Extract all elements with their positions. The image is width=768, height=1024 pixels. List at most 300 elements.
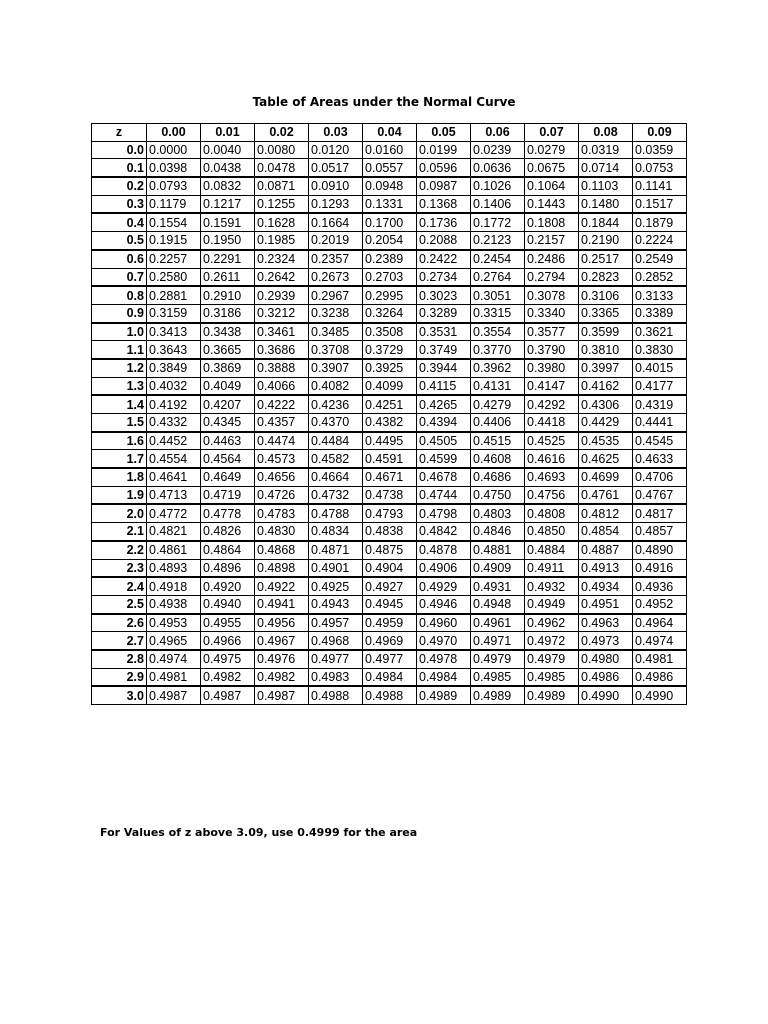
area-value-cell: 0.3238	[309, 304, 363, 322]
area-value-cell: 0.3186	[201, 304, 255, 322]
area-value-cell: 0.3643	[147, 341, 201, 359]
table-row	[92, 359, 687, 377]
area-value-cell: 0.4875	[363, 541, 417, 559]
area-value-cell: 0.4970	[417, 632, 471, 650]
area-value-cell: 0.1700	[363, 213, 417, 231]
area-value-cell: 0.4772	[147, 504, 201, 522]
z-value-cell: 2.3	[92, 559, 147, 577]
area-value-cell: 0.4925	[309, 577, 363, 595]
area-value-cell: 0.4693	[525, 468, 579, 486]
area-value-cell: 0.4162	[579, 377, 633, 395]
z-value-cell: 0.7	[92, 268, 147, 286]
document-title: Table of Areas under the Normal Curve	[252, 95, 516, 109]
area-value-cell: 0.3577	[525, 323, 579, 341]
area-value-cell: 0.4099	[363, 377, 417, 395]
area-value-cell: 0.0517	[309, 159, 363, 177]
header-cell: 0.05	[417, 124, 471, 142]
area-value-cell: 0.4940	[201, 595, 255, 613]
area-value-cell: 0.4319	[633, 395, 687, 413]
table-row	[92, 668, 687, 686]
area-value-cell: 0.4656	[255, 468, 309, 486]
area-value-cell: 0.4893	[147, 559, 201, 577]
area-value-cell: 0.4641	[147, 468, 201, 486]
area-value-cell: 0.4978	[417, 650, 471, 668]
area-value-cell: 0.2549	[633, 250, 687, 268]
area-value-cell: 0.2486	[525, 250, 579, 268]
area-value-cell: 0.4980	[579, 650, 633, 668]
area-value-cell: 0.4115	[417, 377, 471, 395]
area-value-cell: 0.1141	[633, 177, 687, 195]
table-row	[92, 450, 687, 468]
z-value-cell: 0.0	[92, 141, 147, 159]
header-cell: 0.08	[579, 124, 633, 142]
table-row	[92, 414, 687, 432]
area-value-cell: 0.4545	[633, 432, 687, 450]
header-cell: 0.07	[525, 124, 579, 142]
area-value-cell: 0.4990	[579, 686, 633, 704]
area-value-cell: 0.2019	[309, 232, 363, 250]
area-value-cell: 0.0040	[201, 141, 255, 159]
area-value-cell: 0.4931	[471, 577, 525, 595]
area-value-cell: 0.3790	[525, 341, 579, 359]
z-value-cell: 2.5	[92, 595, 147, 613]
area-value-cell: 0.4706	[633, 468, 687, 486]
area-value-cell: 0.4719	[201, 486, 255, 504]
area-value-cell: 0.4783	[255, 504, 309, 522]
area-value-cell: 0.4049	[201, 377, 255, 395]
area-value-cell: 0.3051	[471, 286, 525, 304]
area-value-cell: 0.2910	[201, 286, 255, 304]
area-value-cell: 0.0636	[471, 159, 525, 177]
area-value-cell: 0.4972	[525, 632, 579, 650]
area-value-cell: 0.4946	[417, 595, 471, 613]
area-value-cell: 0.4987	[255, 686, 309, 704]
area-value-cell: 0.3830	[633, 341, 687, 359]
area-value-cell: 0.2357	[309, 250, 363, 268]
area-value-cell: 0.4981	[633, 650, 687, 668]
area-value-cell: 0.2939	[255, 286, 309, 304]
area-value-cell: 0.2642	[255, 268, 309, 286]
area-value-cell: 0.1591	[201, 213, 255, 231]
area-value-cell: 0.1808	[525, 213, 579, 231]
area-value-cell: 0.4793	[363, 504, 417, 522]
table-row	[92, 141, 687, 159]
area-value-cell: 0.4582	[309, 450, 363, 468]
area-value-cell: 0.4798	[417, 504, 471, 522]
area-value-cell: 0.4985	[525, 668, 579, 686]
area-value-cell: 0.4429	[579, 414, 633, 432]
area-value-cell: 0.4979	[471, 650, 525, 668]
area-value-cell: 0.4846	[471, 523, 525, 541]
area-value-cell: 0.4951	[579, 595, 633, 613]
area-value-cell: 0.4382	[363, 414, 417, 432]
area-value-cell: 0.4713	[147, 486, 201, 504]
z-value-cell: 0.8	[92, 286, 147, 304]
area-value-cell: 0.4962	[525, 614, 579, 632]
z-value-cell: 2.1	[92, 523, 147, 541]
area-value-cell: 0.2389	[363, 250, 417, 268]
area-value-cell: 0.4943	[309, 595, 363, 613]
area-value-cell: 0.3264	[363, 304, 417, 322]
area-value-cell: 0.3944	[417, 359, 471, 377]
area-value-cell: 0.4842	[417, 523, 471, 541]
area-value-cell: 0.3997	[579, 359, 633, 377]
area-value-cell: 0.4973	[579, 632, 633, 650]
area-value-cell: 0.4808	[525, 504, 579, 522]
area-value-cell: 0.3078	[525, 286, 579, 304]
z-value-cell: 0.5	[92, 232, 147, 250]
area-value-cell: 0.0160	[363, 141, 417, 159]
area-value-cell: 0.2088	[417, 232, 471, 250]
area-value-cell: 0.4357	[255, 414, 309, 432]
area-value-cell: 0.1331	[363, 195, 417, 213]
z-value-cell: 1.8	[92, 468, 147, 486]
area-value-cell: 0.4850	[525, 523, 579, 541]
area-value-cell: 0.2764	[471, 268, 525, 286]
area-value-cell: 0.4474	[255, 432, 309, 450]
area-value-cell: 0.3849	[147, 359, 201, 377]
area-value-cell: 0.1443	[525, 195, 579, 213]
area-value-cell: 0.4394	[417, 414, 471, 432]
area-value-cell: 0.4871	[309, 541, 363, 559]
area-value-cell: 0.2054	[363, 232, 417, 250]
area-value-cell: 0.1480	[579, 195, 633, 213]
area-value-cell: 0.4974	[147, 650, 201, 668]
area-value-cell: 0.2967	[309, 286, 363, 304]
area-value-cell: 0.4953	[147, 614, 201, 632]
area-value-cell: 0.4554	[147, 450, 201, 468]
area-value-cell: 0.4936	[633, 577, 687, 595]
area-value-cell: 0.4207	[201, 395, 255, 413]
area-value-cell: 0.4916	[633, 559, 687, 577]
area-value-cell: 0.4975	[201, 650, 255, 668]
area-value-cell: 0.2673	[309, 268, 363, 286]
area-value-cell: 0.3962	[471, 359, 525, 377]
area-value-cell: 0.4868	[255, 541, 309, 559]
area-value-cell: 0.4948	[471, 595, 525, 613]
area-value-cell: 0.0557	[363, 159, 417, 177]
table-row	[92, 341, 687, 359]
area-value-cell: 0.4573	[255, 450, 309, 468]
area-value-cell: 0.0753	[633, 159, 687, 177]
area-value-cell: 0.4952	[633, 595, 687, 613]
area-value-cell: 0.1179	[147, 195, 201, 213]
area-value-cell: 0.4878	[417, 541, 471, 559]
area-value-cell: 0.4441	[633, 414, 687, 432]
area-value-cell: 0.4887	[579, 541, 633, 559]
area-value-cell: 0.4890	[633, 541, 687, 559]
header-cell: 0.02	[255, 124, 309, 142]
area-value-cell: 0.4761	[579, 486, 633, 504]
table-row	[92, 250, 687, 268]
area-value-cell: 0.4744	[417, 486, 471, 504]
area-value-cell: 0.4032	[147, 377, 201, 395]
area-value-cell: 0.4884	[525, 541, 579, 559]
area-value-cell: 0.4767	[633, 486, 687, 504]
area-value-cell: 0.4929	[417, 577, 471, 595]
area-value-cell: 0.4484	[309, 432, 363, 450]
area-value-cell: 0.4861	[147, 541, 201, 559]
area-value-cell: 0.1950	[201, 232, 255, 250]
area-value-cell: 0.4406	[471, 414, 525, 432]
area-value-cell: 0.4608	[471, 450, 525, 468]
z-value-cell: 0.2	[92, 177, 147, 195]
area-value-cell: 0.2291	[201, 250, 255, 268]
area-value-cell: 0.4370	[309, 414, 363, 432]
area-value-cell: 0.4945	[363, 595, 417, 613]
z-value-cell: 1.5	[92, 414, 147, 432]
area-value-cell: 0.3159	[147, 304, 201, 322]
area-value-cell: 0.4649	[201, 468, 255, 486]
area-value-cell: 0.2703	[363, 268, 417, 286]
area-value-cell: 0.0199	[417, 141, 471, 159]
area-value-cell: 0.0596	[417, 159, 471, 177]
area-value-cell: 0.4251	[363, 395, 417, 413]
area-value-cell: 0.4918	[147, 577, 201, 595]
area-value-cell: 0.3106	[579, 286, 633, 304]
footnote: For Values of z above 3.09, use 0.4999 for the area	[100, 826, 418, 839]
area-value-cell: 0.0319	[579, 141, 633, 159]
area-value-cell: 0.4854	[579, 523, 633, 541]
area-value-cell: 0.4982	[255, 668, 309, 686]
area-value-cell: 0.4015	[633, 359, 687, 377]
area-value-cell: 0.4976	[255, 650, 309, 668]
area-value-cell: 0.1064	[525, 177, 579, 195]
area-value-cell: 0.4452	[147, 432, 201, 450]
area-value-cell: 0.4664	[309, 468, 363, 486]
area-value-cell: 0.4332	[147, 414, 201, 432]
table-row	[92, 559, 687, 577]
area-value-cell: 0.4969	[363, 632, 417, 650]
header-cell: 0.09	[633, 124, 687, 142]
area-value-cell: 0.3621	[633, 323, 687, 341]
area-value-cell: 0.3729	[363, 341, 417, 359]
area-value-cell: 0.4838	[363, 523, 417, 541]
area-value-cell: 0.4830	[255, 523, 309, 541]
area-value-cell: 0.2224	[633, 232, 687, 250]
area-value-cell: 0.1406	[471, 195, 525, 213]
area-value-cell: 0.4984	[417, 668, 471, 686]
table-row	[92, 232, 687, 250]
area-value-cell: 0.4955	[201, 614, 255, 632]
area-value-cell: 0.4920	[201, 577, 255, 595]
area-value-cell: 0.4699	[579, 468, 633, 486]
area-value-cell: 0.3907	[309, 359, 363, 377]
area-value-cell: 0.4896	[201, 559, 255, 577]
area-value-cell: 0.4732	[309, 486, 363, 504]
area-value-cell: 0.4988	[309, 686, 363, 704]
z-value-cell: 2.4	[92, 577, 147, 595]
area-value-cell: 0.2881	[147, 286, 201, 304]
area-value-cell: 0.4345	[201, 414, 255, 432]
header-cell: 0.04	[363, 124, 417, 142]
area-value-cell: 0.3389	[633, 304, 687, 322]
area-value-cell: 0.4678	[417, 468, 471, 486]
area-value-cell: 0.4974	[633, 632, 687, 650]
area-value-cell: 0.1103	[579, 177, 633, 195]
area-value-cell: 0.1368	[417, 195, 471, 213]
area-value-cell: 0.3980	[525, 359, 579, 377]
area-value-cell: 0.0279	[525, 141, 579, 159]
area-value-cell: 0.4990	[633, 686, 687, 704]
table-row	[92, 195, 687, 213]
area-value-cell: 0.4265	[417, 395, 471, 413]
table-row	[92, 614, 687, 632]
area-value-cell: 0.4941	[255, 595, 309, 613]
table-row	[92, 323, 687, 341]
z-value-cell: 0.9	[92, 304, 147, 322]
area-value-cell: 0.4968	[309, 632, 363, 650]
area-value-cell: 0.4949	[525, 595, 579, 613]
area-value-cell: 0.4965	[147, 632, 201, 650]
area-value-cell: 0.3770	[471, 341, 525, 359]
area-value-cell: 0.3413	[147, 323, 201, 341]
area-value-cell: 0.4564	[201, 450, 255, 468]
area-value-cell: 0.4616	[525, 450, 579, 468]
area-value-cell: 0.2190	[579, 232, 633, 250]
z-value-cell: 0.4	[92, 213, 147, 231]
area-value-cell: 0.0675	[525, 159, 579, 177]
area-value-cell: 0.4633	[633, 450, 687, 468]
area-value-cell: 0.3925	[363, 359, 417, 377]
z-value-cell: 1.9	[92, 486, 147, 504]
z-value-cell: 1.6	[92, 432, 147, 450]
area-value-cell: 0.4147	[525, 377, 579, 395]
area-value-cell: 0.4726	[255, 486, 309, 504]
z-value-cell: 1.7	[92, 450, 147, 468]
area-value-cell: 0.2454	[471, 250, 525, 268]
area-value-cell: 0.3554	[471, 323, 525, 341]
area-value-cell: 0.2734	[417, 268, 471, 286]
area-value-cell: 0.4927	[363, 577, 417, 595]
area-value-cell: 0.4591	[363, 450, 417, 468]
area-value-cell: 0.4279	[471, 395, 525, 413]
area-value-cell: 0.4986	[633, 668, 687, 686]
table-row	[92, 595, 687, 613]
header-cell-z: z	[92, 124, 147, 142]
area-value-cell: 0.0478	[255, 159, 309, 177]
area-value-cell: 0.0910	[309, 177, 363, 195]
area-value-cell: 0.4966	[201, 632, 255, 650]
area-value-cell: 0.4525	[525, 432, 579, 450]
area-value-cell: 0.4987	[147, 686, 201, 704]
area-value-cell: 0.4967	[255, 632, 309, 650]
area-value-cell: 0.3749	[417, 341, 471, 359]
area-value-cell: 0.4909	[471, 559, 525, 577]
area-value-cell: 0.4306	[579, 395, 633, 413]
table-row	[92, 686, 687, 704]
z-value-cell: 1.0	[92, 323, 147, 341]
header-cell: 0.00	[147, 124, 201, 142]
area-value-cell: 0.0080	[255, 141, 309, 159]
area-value-cell: 0.4864	[201, 541, 255, 559]
table-row	[92, 486, 687, 504]
area-value-cell: 0.1985	[255, 232, 309, 250]
table-row	[92, 268, 687, 286]
z-value-cell: 2.7	[92, 632, 147, 650]
z-value-cell: 0.6	[92, 250, 147, 268]
area-value-cell: 0.2123	[471, 232, 525, 250]
area-value-cell: 0.0120	[309, 141, 363, 159]
area-value-cell: 0.1736	[417, 213, 471, 231]
z-value-cell: 2.6	[92, 614, 147, 632]
area-value-cell: 0.4788	[309, 504, 363, 522]
header-cell: 0.01	[201, 124, 255, 142]
area-value-cell: 0.4986	[579, 668, 633, 686]
area-value-cell: 0.2257	[147, 250, 201, 268]
area-value-cell: 0.4959	[363, 614, 417, 632]
table-row	[92, 650, 687, 668]
area-value-cell: 0.3485	[309, 323, 363, 341]
area-value-cell: 0.3461	[255, 323, 309, 341]
area-value-cell: 0.3708	[309, 341, 363, 359]
area-value-cell: 0.4803	[471, 504, 525, 522]
area-value-cell: 0.4989	[525, 686, 579, 704]
area-value-cell: 0.4989	[471, 686, 525, 704]
area-value-cell: 0.4922	[255, 577, 309, 595]
area-value-cell: 0.4904	[363, 559, 417, 577]
area-value-cell: 0.0714	[579, 159, 633, 177]
area-value-cell: 0.4418	[525, 414, 579, 432]
area-value-cell: 0.4981	[147, 668, 201, 686]
z-value-cell: 2.0	[92, 504, 147, 522]
area-value-cell: 0.0832	[201, 177, 255, 195]
area-value-cell: 0.4977	[363, 650, 417, 668]
area-value-cell: 0.4934	[579, 577, 633, 595]
area-value-cell: 0.2517	[579, 250, 633, 268]
z-value-cell: 2.9	[92, 668, 147, 686]
area-value-cell: 0.3365	[579, 304, 633, 322]
area-value-cell: 0.4913	[579, 559, 633, 577]
area-value-cell: 0.1217	[201, 195, 255, 213]
area-value-cell: 0.1554	[147, 213, 201, 231]
area-value-cell: 0.4686	[471, 468, 525, 486]
area-value-cell: 0.1844	[579, 213, 633, 231]
header-cell: 0.03	[309, 124, 363, 142]
table-row	[92, 377, 687, 395]
area-value-cell: 0.4826	[201, 523, 255, 541]
area-value-cell: 0.0793	[147, 177, 201, 195]
table-row	[92, 541, 687, 559]
table-row	[92, 577, 687, 595]
area-value-cell: 0.2580	[147, 268, 201, 286]
area-value-cell: 0.3599	[579, 323, 633, 341]
area-value-cell: 0.4901	[309, 559, 363, 577]
area-value-cell: 0.4932	[525, 577, 579, 595]
area-value-cell: 0.0359	[633, 141, 687, 159]
area-value-cell: 0.3438	[201, 323, 255, 341]
area-value-cell: 0.4938	[147, 595, 201, 613]
area-value-cell: 0.3869	[201, 359, 255, 377]
area-value-cell: 0.1628	[255, 213, 309, 231]
area-value-cell: 0.4192	[147, 395, 201, 413]
area-value-cell: 0.2794	[525, 268, 579, 286]
area-value-cell: 0.4756	[525, 486, 579, 504]
z-table	[91, 123, 687, 705]
z-value-cell: 0.1	[92, 159, 147, 177]
area-value-cell: 0.1517	[633, 195, 687, 213]
area-value-cell: 0.4906	[417, 559, 471, 577]
area-value-cell: 0.3023	[417, 286, 471, 304]
area-value-cell: 0.4821	[147, 523, 201, 541]
area-value-cell: 0.4750	[471, 486, 525, 504]
area-value-cell: 0.1293	[309, 195, 363, 213]
area-value-cell: 0.4082	[309, 377, 363, 395]
table-row	[92, 504, 687, 522]
area-value-cell: 0.4982	[201, 668, 255, 686]
area-value-cell: 0.1772	[471, 213, 525, 231]
area-value-cell: 0.4964	[633, 614, 687, 632]
